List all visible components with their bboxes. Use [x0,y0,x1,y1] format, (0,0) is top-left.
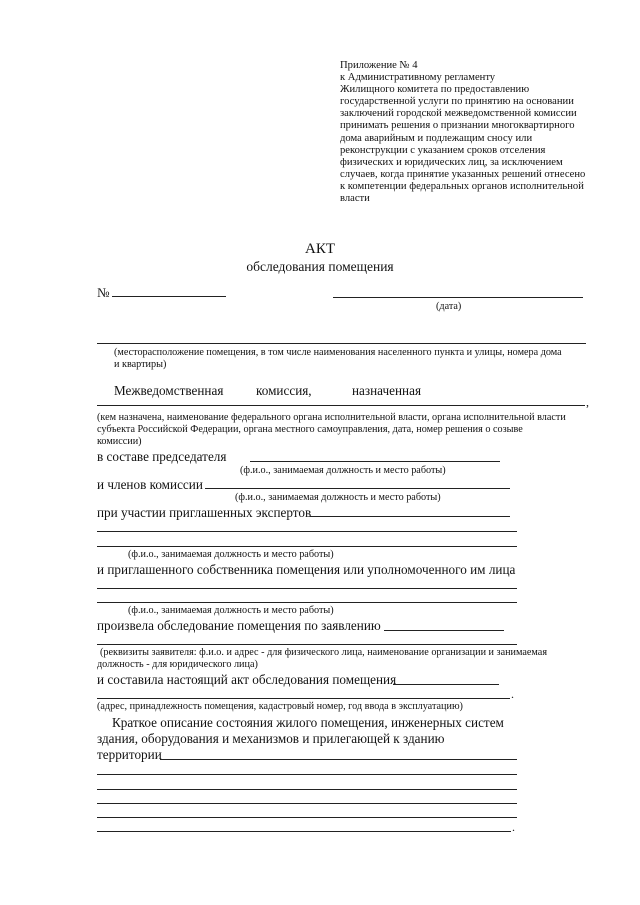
applicant-hint-2: должность - для юридического лица) [97,659,258,670]
annex-line: дома аварийным и подлежащим сносу или [340,132,533,144]
address-hint: (адрес, принадлежность помещения, кадастровый номер, год ввода в эксплуатацию) [97,701,463,712]
document-subtitle: обследования помещения [246,259,394,274]
description-line-3: территории [97,747,162,762]
experts-hint: (ф.и.о., занимаемая должность и место работы) [128,549,334,560]
inspection-field-line-1[interactable] [384,630,504,631]
commission-word-2: комиссия, [256,383,312,398]
members-hint: (ф.и.о., занимаемая должность и место работы) [235,492,441,503]
description-line-2: здания, оборудования и механизмов и прилегающей к зданию [97,731,445,746]
appointed-field-line[interactable] [97,405,585,406]
appointed-comma: , [586,395,589,409]
experts-field-line-2[interactable] [97,531,517,532]
description-field-line-6[interactable] [97,831,511,832]
commission-word-3: назначенная [352,383,422,398]
experts-label: при участии приглашенных экспертов [97,505,312,520]
number-label: № [97,285,110,300]
annex-line: физических и юридических лиц, за исключением [340,156,563,168]
act-field-line-1[interactable] [393,684,499,685]
owner-field-line-1[interactable] [97,588,517,589]
appointed-hint-2: субъекта Российской Федерации, органа местного самоуправления, дата, номер решения о созыве [97,424,523,435]
annex-line: Жилищного комитета по предоставлению [340,84,530,96]
annex-header [340,60,590,205]
location-hint-1: (месторасположение помещения, в том числе наименования населенного пункта и улицы, номера дома [114,347,562,358]
members-field-line[interactable] [205,488,510,489]
members-label: и членов комиссии [97,477,203,492]
experts-field-line-1[interactable] [310,516,510,517]
commission-word-1: Межведомственная [114,383,224,398]
owner-field-line-2[interactable] [97,602,517,603]
annex-line: Приложение № 4 [340,60,418,71]
annex-line: реконструкции с указанием сроков отселения [340,144,546,156]
description-field-line-1[interactable] [160,759,517,760]
annex-line: государственной услуги по принятию на основании [340,96,574,108]
act-field-line-2[interactable] [97,698,510,699]
chairman-hint: (ф.и.о., занимаемая должность и место работы) [240,465,446,476]
annex-line: к Административному регламенту [340,72,496,84]
date-hint: (дата) [436,301,462,312]
document-title: АКТ [305,241,335,257]
annex-line: к компетенции федеральных органов исполнительной [340,180,584,192]
date-field-line[interactable] [333,297,583,298]
description-field-line-3[interactable] [97,789,517,790]
description-field-line-4[interactable] [97,803,517,804]
owner-hint: (ф.и.о., занимаемая должность и место работы) [128,605,334,616]
chairman-field-line[interactable] [250,461,500,462]
description-field-line-2[interactable] [97,774,517,775]
annex-line: случаев, когда принятие указанных решений отнесено [340,168,586,180]
chairman-label: в составе председателя [97,449,227,464]
owner-label: и приглашенного собственника помещения или уполномоченного им лица [97,562,516,577]
appointed-hint-1: (кем назначена, наименование федерального органа исполнительной власти, органа исполнительной власти [97,412,566,423]
location-field-line[interactable] [97,343,586,344]
number-field-line[interactable] [112,296,226,297]
description-line-1: Краткое описание состояния жилого помещения, инженерных систем [112,715,504,730]
inspection-label: произвела обследование помещения по заявлению [97,618,381,633]
annex-line: власти [340,193,370,205]
annex-line: заключений городской межведомственной комиссии [340,108,577,120]
applicant-hint-1: (реквизиты заявителя: ф.и.о. и адрес - для физического лица, наименование организации и занимаемая [100,647,548,658]
experts-field-line-3[interactable] [97,546,517,547]
appointed-hint-3: комиссии) [97,436,142,447]
act-period: . [511,687,514,701]
inspection-field-line-2[interactable] [97,644,517,645]
description-period: . [512,820,515,834]
act-label: и составила настоящий акт обследования помещения [97,672,397,687]
description-field-line-5[interactable] [97,817,517,818]
location-hint-2: и квартиры) [114,359,167,370]
annex-line: принимать решения о признании многоквартирного [340,120,575,132]
